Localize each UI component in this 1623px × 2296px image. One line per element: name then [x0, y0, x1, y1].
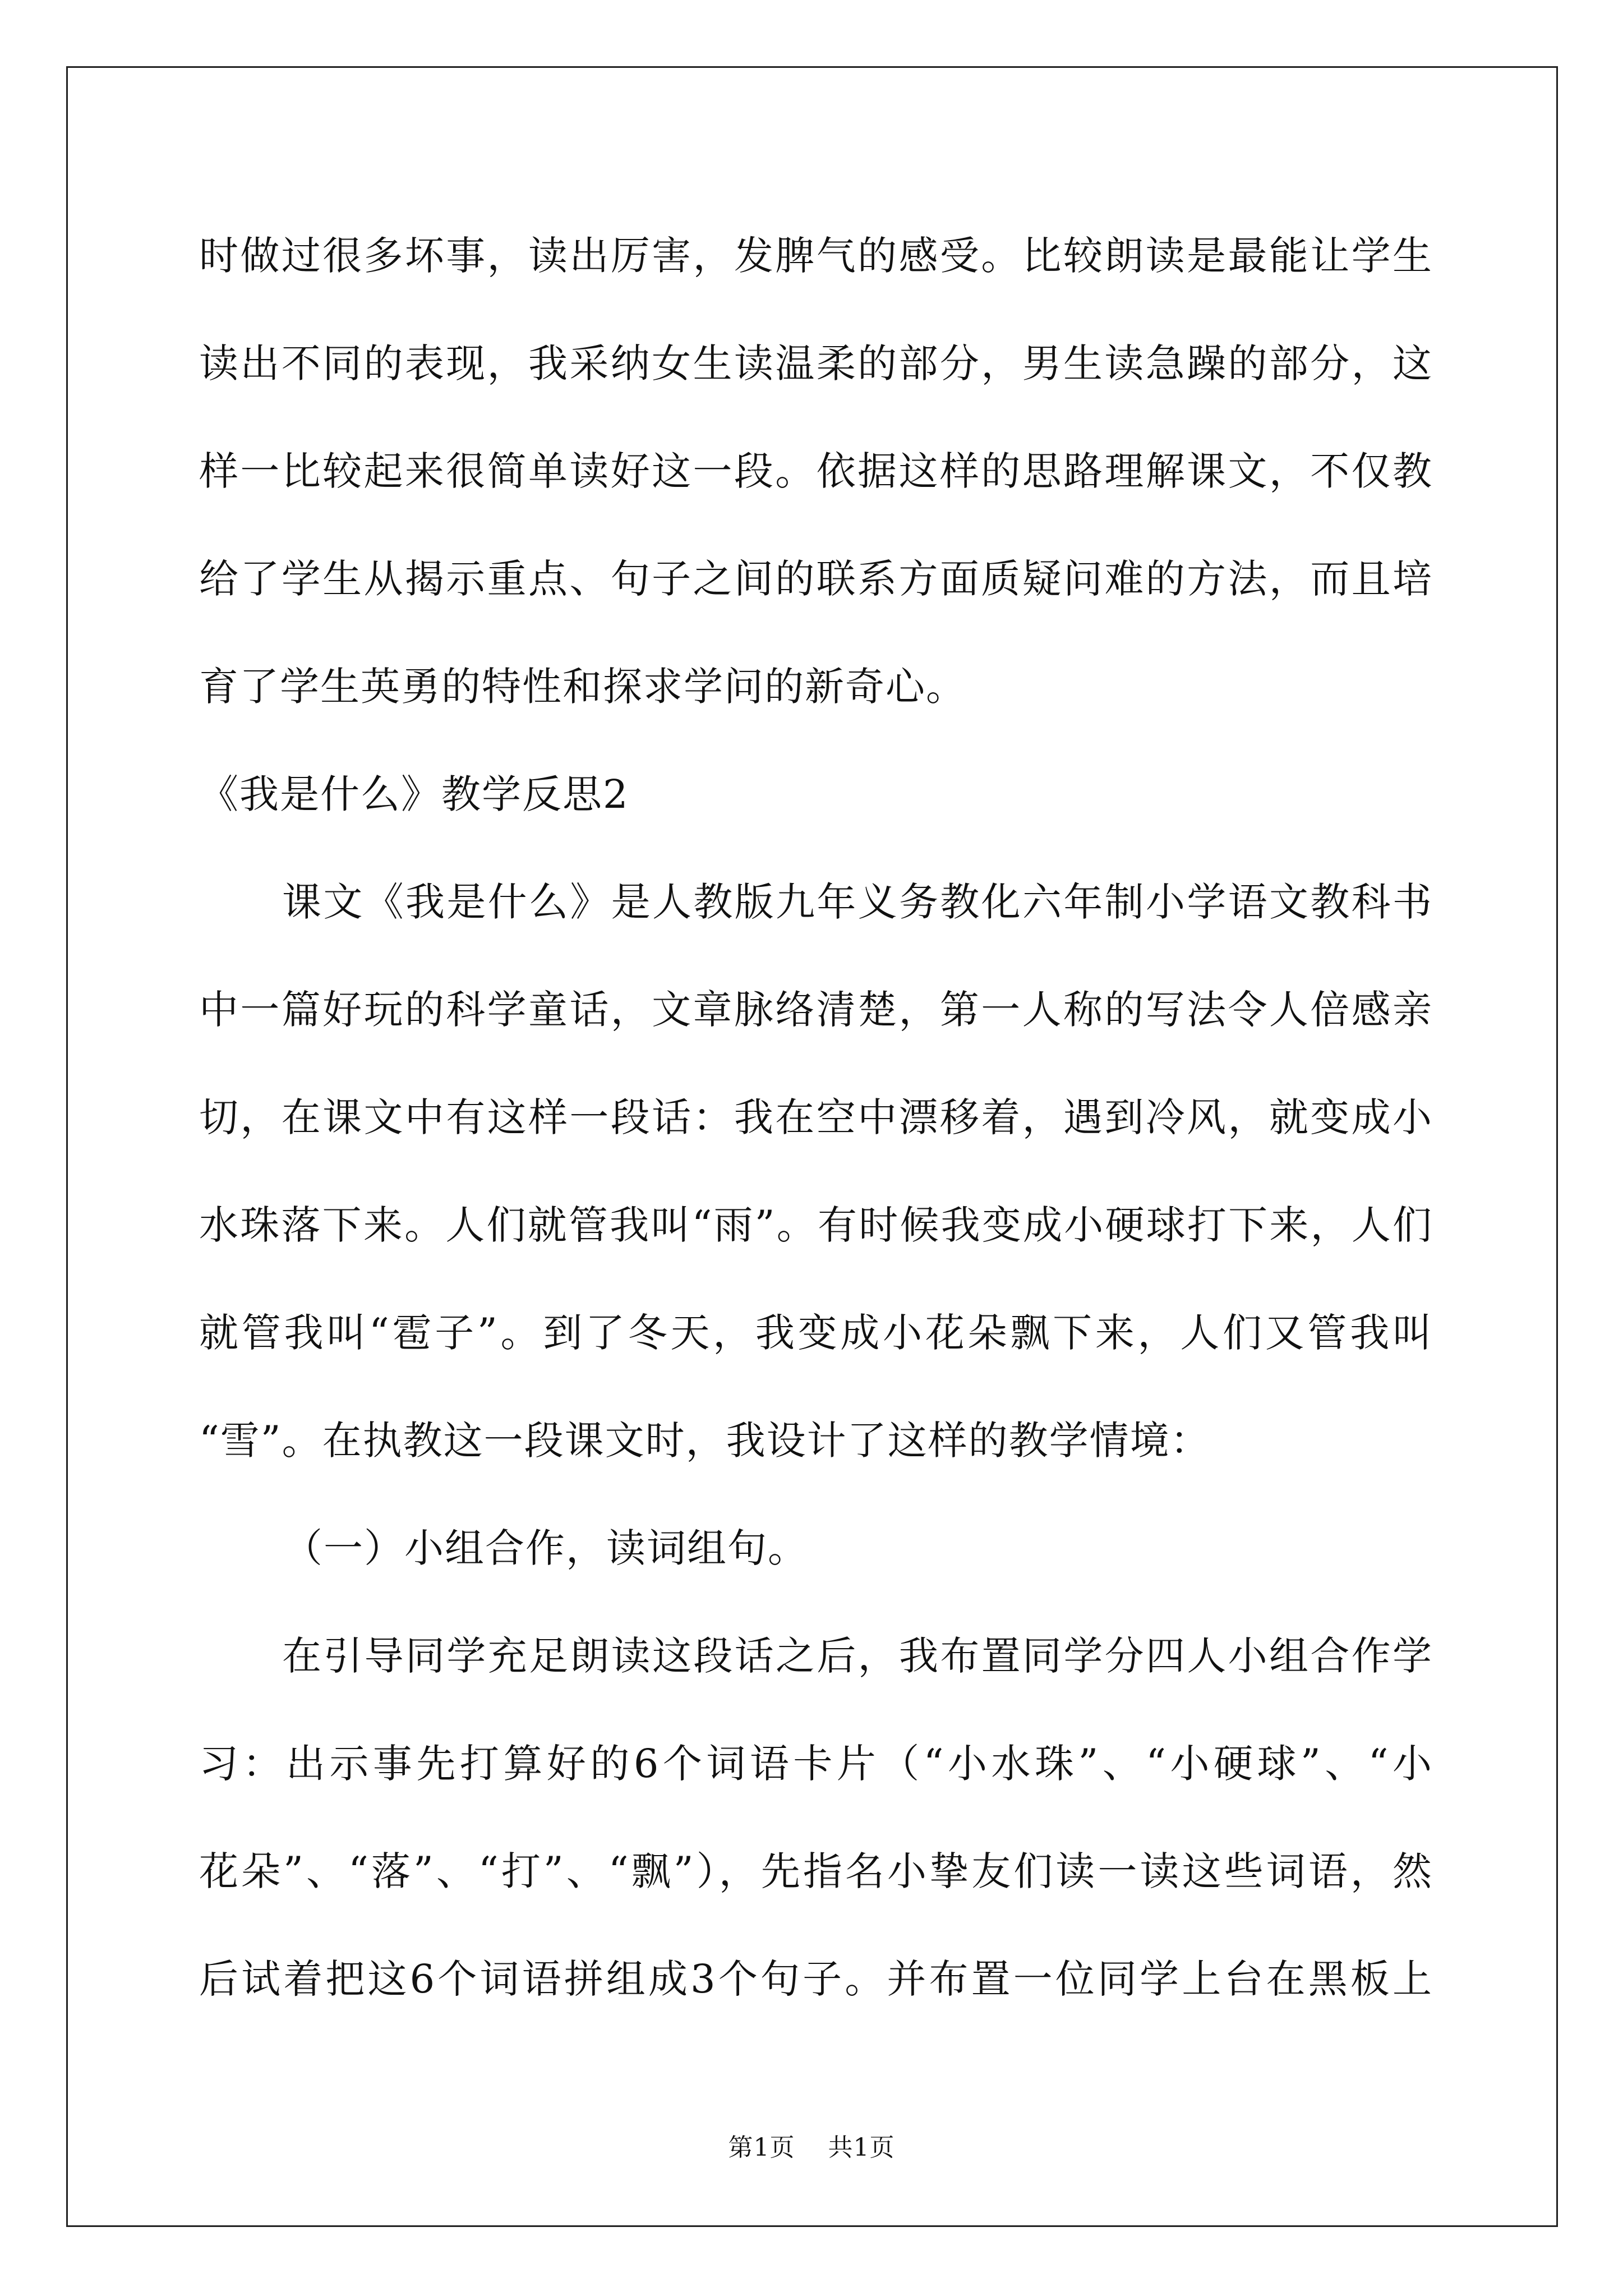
paragraph-line: 读出不同的表现，我采纳女生读温柔的部分，男生读急躁的部分，这	[199, 341, 1433, 386]
subsection-heading: （一）小组合作，读词组句。	[283, 1525, 808, 1571]
paragraph-line: 后试着把这6个词语拼组成3个句子。并布置一位同学上台在黑板上	[199, 1956, 1433, 2002]
paragraph-line: 样一比较起来很简单读好这一段。依据这样的思路理解课文，不仅教	[199, 448, 1433, 494]
document-body	[199, 202, 1433, 2033]
paragraph-line: 课文《我是什么》是人教版九年义务教化六年制小学语文教科书	[282, 879, 1433, 925]
page-number: 第1页	[728, 2133, 795, 2162]
paragraph-line: 中一篇好玩的科学童话，文章脉络清楚，第一人称的写法令人倍感亲	[199, 987, 1433, 1033]
page-total: 共1页	[828, 2133, 895, 2162]
paragraph-line: 水珠落下来。人们就管我叫“雨”。有时候我变成小硬球打下来，人们	[199, 1202, 1433, 1248]
paragraph-line: 在引导同学充足朗读这段话之后，我布置同学分四人小组合作学	[282, 1633, 1433, 1679]
paragraph-line: 习：出示事先打算好的6个词语卡片（“小水珠”、“小硬球”、“小	[199, 1741, 1433, 1787]
paragraph-line: 就管我叫“雹子”。到了冬天，我变成小花朵飘下来，人们又管我叫	[199, 1310, 1433, 1356]
section-heading: 《我是什么》教学反思2	[199, 771, 629, 817]
paragraph-line: 花朵”、“落”、“打”、“飘”），先指名小挚友们读一读这些词语，然	[199, 1848, 1433, 1894]
paragraph-line: 切，在课文中有这样一段话：我在空中漂移着，遇到冷风，就变成小	[199, 1094, 1433, 1140]
page-footer	[0, 2127, 1623, 2163]
paragraph-line: 时做过很多坏事，读出厉害，发脾气的感受。比较朗读是最能让学生	[199, 233, 1433, 279]
paragraph-line: “雪”。在执教这一段课文时，我设计了这样的教学情境：	[199, 1418, 1211, 1464]
paragraph-line: 育了学生英勇的特性和探求学问的新奇心。	[199, 664, 966, 710]
paragraph-line: 给了学生从揭示重点、句子之间的联系方面质疑问难的方法，而且培	[199, 556, 1433, 602]
